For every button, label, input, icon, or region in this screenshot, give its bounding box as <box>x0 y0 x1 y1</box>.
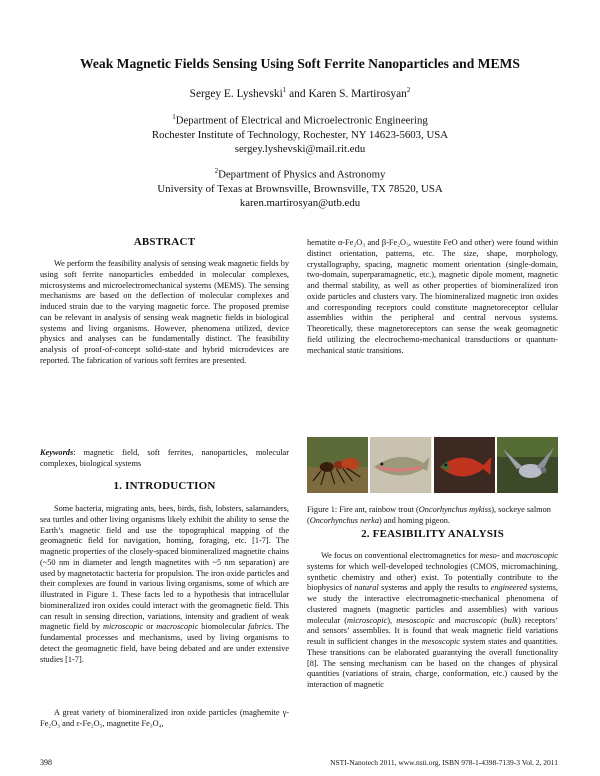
feas-bulk: bulk <box>503 615 518 625</box>
feasibility-heading: 2. FEASIBILITY ANALYSIS <box>361 528 504 540</box>
intro-cont-text: hematite α-Fe₂O₃ and β-Fe₂O₃, wuestite FeO and other) were found within distinct orientation, patterns, etc. The size, shape, morphology, crystallography, spacing, magnetic moment orientation (single-domain, two-domain, superparamagnetic, etc.), magnetic dipole moment, magnetic and thermal stability, as well as other properties of biomineralized iron oxide particles and clusters vary. The biomineralized magnetic iron oxides and corresponding receptors could constitute magnetoreceptor cellular assemblies within the peripheral and central nervous systems. Theoretically, these magnetoreceptors can sense the weak geomagnetic field utilizing the electrochemo-mechanical transductions or quantum-mechanical <box>307 238 558 355</box>
affiliation-1 <box>30 110 570 156</box>
intro-p1-end: . The fundamental processes and mechanisms, used by living organisms to detect the geomagnetic field, have being debated and are under extensive studies [1-7]. <box>40 622 289 664</box>
abstract-text: We perform the feasibility analysis of sensing weak magnetic fields by using soft ferrite nanoparticles embedded in molecular complexes, microsystems and microelectromechanical systems (MEMS). The sensing mechanisms are based on the deflection of molecular complexes and induced strain due to the varying magnetic force. The proposed premise can be relevant in analysis of sensing weak magnetic fields in biological systems and living organisms. However, phenomena utilized, device physics and analyses can be fundamentally distinct. The feasibility analysis of proof-of-concept solid-state and hybrid microdevices are reported. The fabrication of various soft ferrites are presented. <box>40 259 289 365</box>
feas-microscopic: microscopic <box>347 615 388 625</box>
abstract-heading: ABSTRACT <box>133 236 196 248</box>
affiliation-1-institution: Rochester Institute of Technology, Rochester, NY 14623-5603, USA <box>151 128 449 141</box>
affiliation-1-email: sergey.lyshevski@mail.rit.edu <box>234 143 366 156</box>
intro-p1-biomolecular: biomolecular <box>198 622 249 632</box>
page-number: 398 <box>40 758 52 767</box>
author-1: Sergey E. Lyshevski <box>189 87 283 100</box>
affiliation-1-sup: 1 <box>172 113 176 121</box>
feas-s8: ( <box>496 615 504 625</box>
feas-s3: systems for which well-developed technologies (CMOS, micromachining, synthetic chemistry and other) exist. To potentially contribute to the biophysics of <box>307 551 561 593</box>
feas-macroscopic-2: macroscopic <box>454 615 497 625</box>
caption-mid: ), sockeye salmon ( <box>307 505 551 525</box>
feas-engineered: engineered <box>490 583 528 593</box>
intro-cont-static: static <box>346 345 365 355</box>
keywords-list: : magnetic field, soft ferrites, nanoparticles, molecular complexes, biological systems <box>40 448 289 468</box>
feas-s10: system states and quantities. These transitions can be elaborated guarantying the overall functionality [8]. The sensing mechanism can be based on the changes of physical quantities (variations of strain, charge, conformation, etc.) caused by the interaction of magnetic <box>307 637 561 689</box>
homing-pigeon-photo <box>497 437 558 493</box>
feas-natural: natural <box>354 583 379 593</box>
intro-p1-fabrics: fabrics <box>248 622 272 632</box>
author-connector: and <box>286 87 309 100</box>
keywords <box>40 448 289 470</box>
feas-s2: - and <box>496 551 516 560</box>
intro-p1-macroscopic: macroscopic <box>156 622 199 632</box>
intro-p1-text: Some bacteria, migrating ants, bees, birds, fish, lobsters, salamanders, sea turtles and other living organisms likely exhibit the ability to sense the Earth’s magnetic field and use the topographical mapping of the geomagnetic field for navigation, homing, foraging, etc. [1-7]. The magnetic properties of the closely-spaced biomineralized magnetite chains (~50 nm in diameter and length magnetites with ~5 nm separation) are used by magnetotactic bacteria for propulsion. The iron oxide particles and their complexes are found in various living organisms, some of which are illustrated in Figure 1. These facts led to a hypothesis that intracellular biomineralized iron oxides could interact with the geomagnetic field. This can result in sensing direction, variations, intensity and gradient of weak magnetic field by <box>40 504 289 632</box>
author-line <box>30 86 570 100</box>
feas-mesoscopic: mesoscopic <box>396 615 435 625</box>
author-2: Karen S. Martirosyan <box>308 87 407 100</box>
feas-s6: ), <box>387 615 397 625</box>
author-2-sup: 2 <box>406 86 411 94</box>
rainbow-trout-photo <box>370 437 431 493</box>
feas-meso: meso <box>479 551 497 560</box>
fire-ant-photo <box>307 437 368 493</box>
intro-cont-end: transitions. <box>364 345 404 355</box>
caption-species-1: Oncorhynchus mykiss <box>418 505 492 514</box>
figure-1-caption <box>307 505 558 527</box>
keywords-label: Keywords <box>40 448 74 457</box>
figure-1-photos <box>307 437 558 493</box>
sockeye-salmon-photo <box>434 437 495 493</box>
author-1-sup: 1 <box>282 86 287 94</box>
caption-pre: Figure 1: Fire ant, rainbow trout ( <box>307 505 419 514</box>
intro-p1-microscopic: microscopic <box>102 622 144 632</box>
intro-p1-or: or <box>143 622 157 632</box>
paper-title: Weak Magnetic Fields Sensing Using Soft Ferrite Nanoparticles and MEMS <box>80 56 520 71</box>
affiliation-2-email: karen.martirosyan@utb.edu <box>239 197 361 210</box>
feas-s7: and <box>434 615 455 625</box>
affiliation-2-dept: Department of Physics and Astronomy <box>218 168 386 181</box>
affiliation-2-institution: University of Texas at Brownsville, Brownsville, TX 78520, USA <box>157 182 443 195</box>
publication-footer: NSTI-Nanotech 2011, www.nsti.org, ISBN 978-1-4398-7139-3 Vol. 2, 2011 <box>330 758 558 767</box>
feas-s1: We focus on conventional electromagnetics for <box>321 551 480 560</box>
caption-end: ) and homing pigeon. <box>378 515 450 525</box>
feasibility-paragraph <box>307 551 561 691</box>
introduction-paragraph-2: A great variety of biomineralized iron oxide particles (maghemite γ-Fe₂O₃ and ε-Fe₂O₃, magnetite Fe₃O₄, <box>40 708 289 728</box>
introduction-heading: 1. INTRODUCTION <box>113 480 216 492</box>
introduction-paragraph-1 <box>40 504 289 665</box>
feas-mesoscopic-2: mesoscopic <box>421 637 460 646</box>
affiliation-2 <box>30 164 570 210</box>
introduction-continued <box>307 238 558 356</box>
feas-macroscopic: macroscopic <box>515 551 558 560</box>
caption-species-2: Oncorhynchus nerka <box>309 515 379 525</box>
feas-s5: systems, we study the interactive electromagnetic-mechanical phenomena of clustered magnets (magnetic particles and assemblies) with various molecular ( <box>307 583 561 625</box>
feas-s4: systems and apply the results to <box>378 583 491 593</box>
affiliation-1-dept: Department of Electrical and Microelectronic Engineering <box>175 114 428 127</box>
feas-s9: ) receptors’ and sensors’ assemblies. It is found that weak magnetic field variations result in sufficient changes in the <box>307 615 561 646</box>
affiliation-2-sup: 2 <box>214 167 219 175</box>
